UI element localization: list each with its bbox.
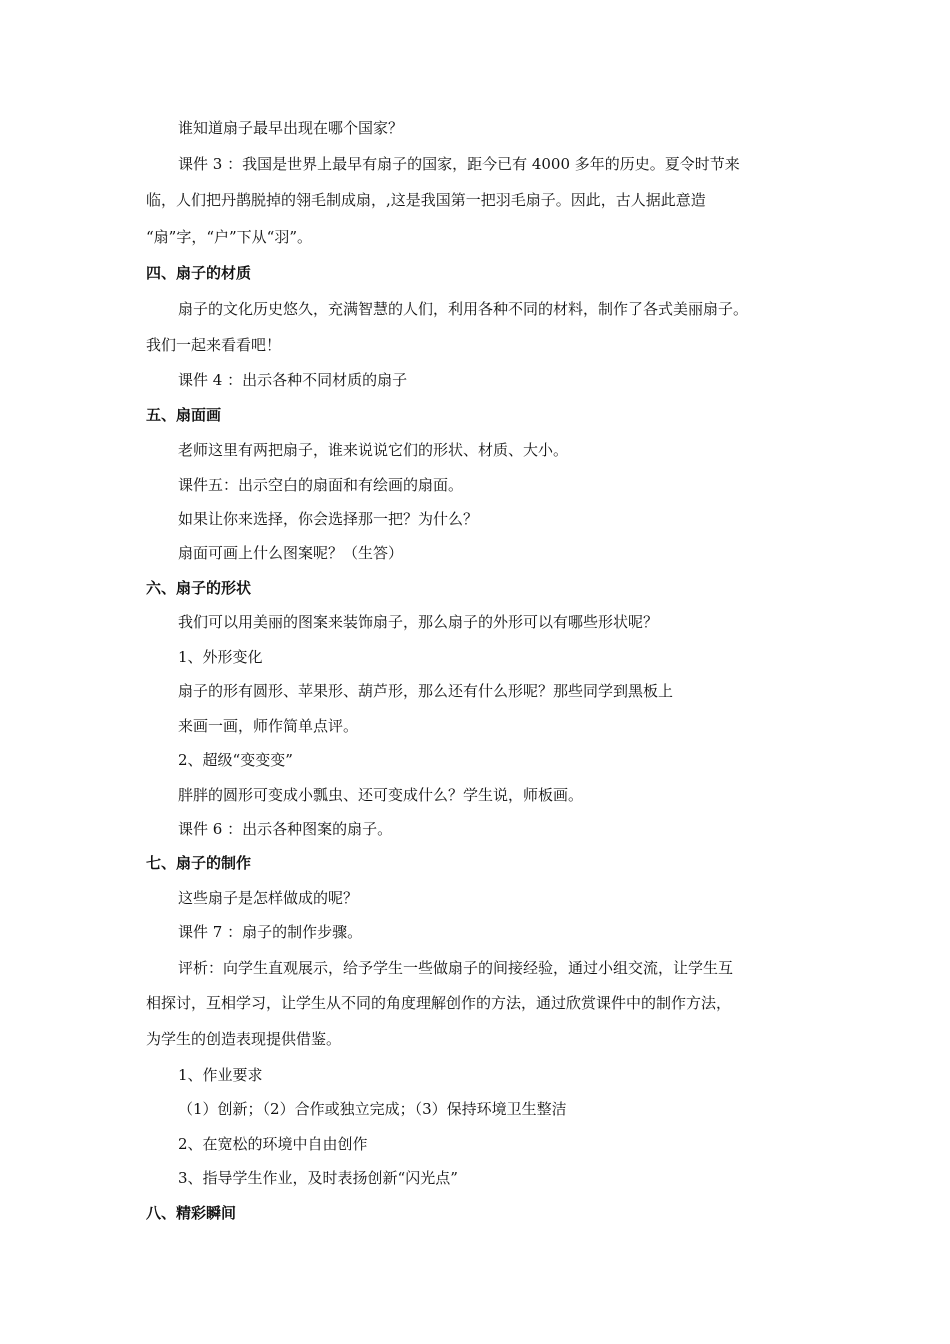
paragraph-line: 课件 7 ：扇子的制作步骤。 [178,923,363,941]
paragraph-line: 胖胖的圆形可变成小瓢虫、还可变成什么？学生说，师板画。 [178,786,584,804]
paragraph-line: 课件五：出示空白的扇面和有绘画的扇面。 [178,476,464,494]
section-heading: 七、扇子的制作 [146,854,252,872]
section-heading: 六、扇子的形状 [146,579,252,597]
paragraph-line: 这些扇子是怎样做成的呢？ [178,889,359,907]
paragraph-line: 如果让你来选择，你会选择那一把？为什么？ [178,510,479,528]
paragraph-line: 2、超级“变变变” [178,751,293,769]
paragraph-line: 课件 6 ：出示各种图案的扇子。 [178,820,393,838]
paragraph-line: 扇子的文化历史悠久，充满智慧的人们，利用各种不同的材料，制作了各式美丽扇子。 [178,300,749,318]
paragraph-line: 评析：向学生直观展示，给予学生一些做扇子的间接经验，通过小组交流，让学生互 [178,959,734,977]
paragraph-line: 扇面可画上什么图案呢？（生答） [178,544,404,562]
paragraph-line: 1、外形变化 [178,648,263,666]
paragraph-line: 我们可以用美丽的图案来装饰扇子，那么扇子的外形可以有哪些形状呢？ [178,613,659,631]
paragraph-line: 课件 3 ：我国是世界上最早有扇子的国家，距今已有 4000 多年的历史。夏令时节来 [178,155,740,173]
paragraph-line: 扇子的形有圆形、苹果形、葫芦形，那么还有什么形呢？那些同学到黑板上 [178,682,674,700]
section-heading: 五、扇面画 [146,406,222,424]
paragraph-line: 相探讨，互相学习，让学生从不同的角度理解创作的方法，通过欣赏课件中的制作方法， [146,994,732,1012]
paragraph-line: “扇”字，“户”下从“羽”。 [146,228,313,246]
paragraph-line: 课件 4 ：出示各种不同材质的扇子 [178,371,408,389]
paragraph-line: 临，人们把丹鹊脱掉的翎毛制成扇，,这是我国第一把羽毛扇子。因此，古人据此意造 [146,191,706,209]
paragraph-line: 来画一画，师作简单点评。 [178,717,359,735]
paragraph-line: 我们一起来看看吧！ [146,336,282,354]
paragraph-line: 老师这里有两把扇子，谁来说说它们的形状、材质、大小。 [178,441,569,459]
section-heading: 四、扇子的材质 [146,264,252,282]
paragraph-line: 为学生的创造表现提供借鉴。 [146,1030,342,1048]
paragraph-line: 2、在宽松的环境中自由创作 [178,1135,368,1153]
paragraph-line: （1）创新；（2）合作或独立完成；（3）保持环境卫生整洁 [178,1100,567,1118]
paragraph-line: 3、指导学生作业，及时表扬创新“闪光点” [178,1169,458,1187]
paragraph-line: 1、作业要求 [178,1066,263,1084]
paragraph-line: 谁知道扇子最早出现在哪个国家？ [178,119,404,137]
section-heading: 八、精彩瞬间 [146,1204,237,1222]
